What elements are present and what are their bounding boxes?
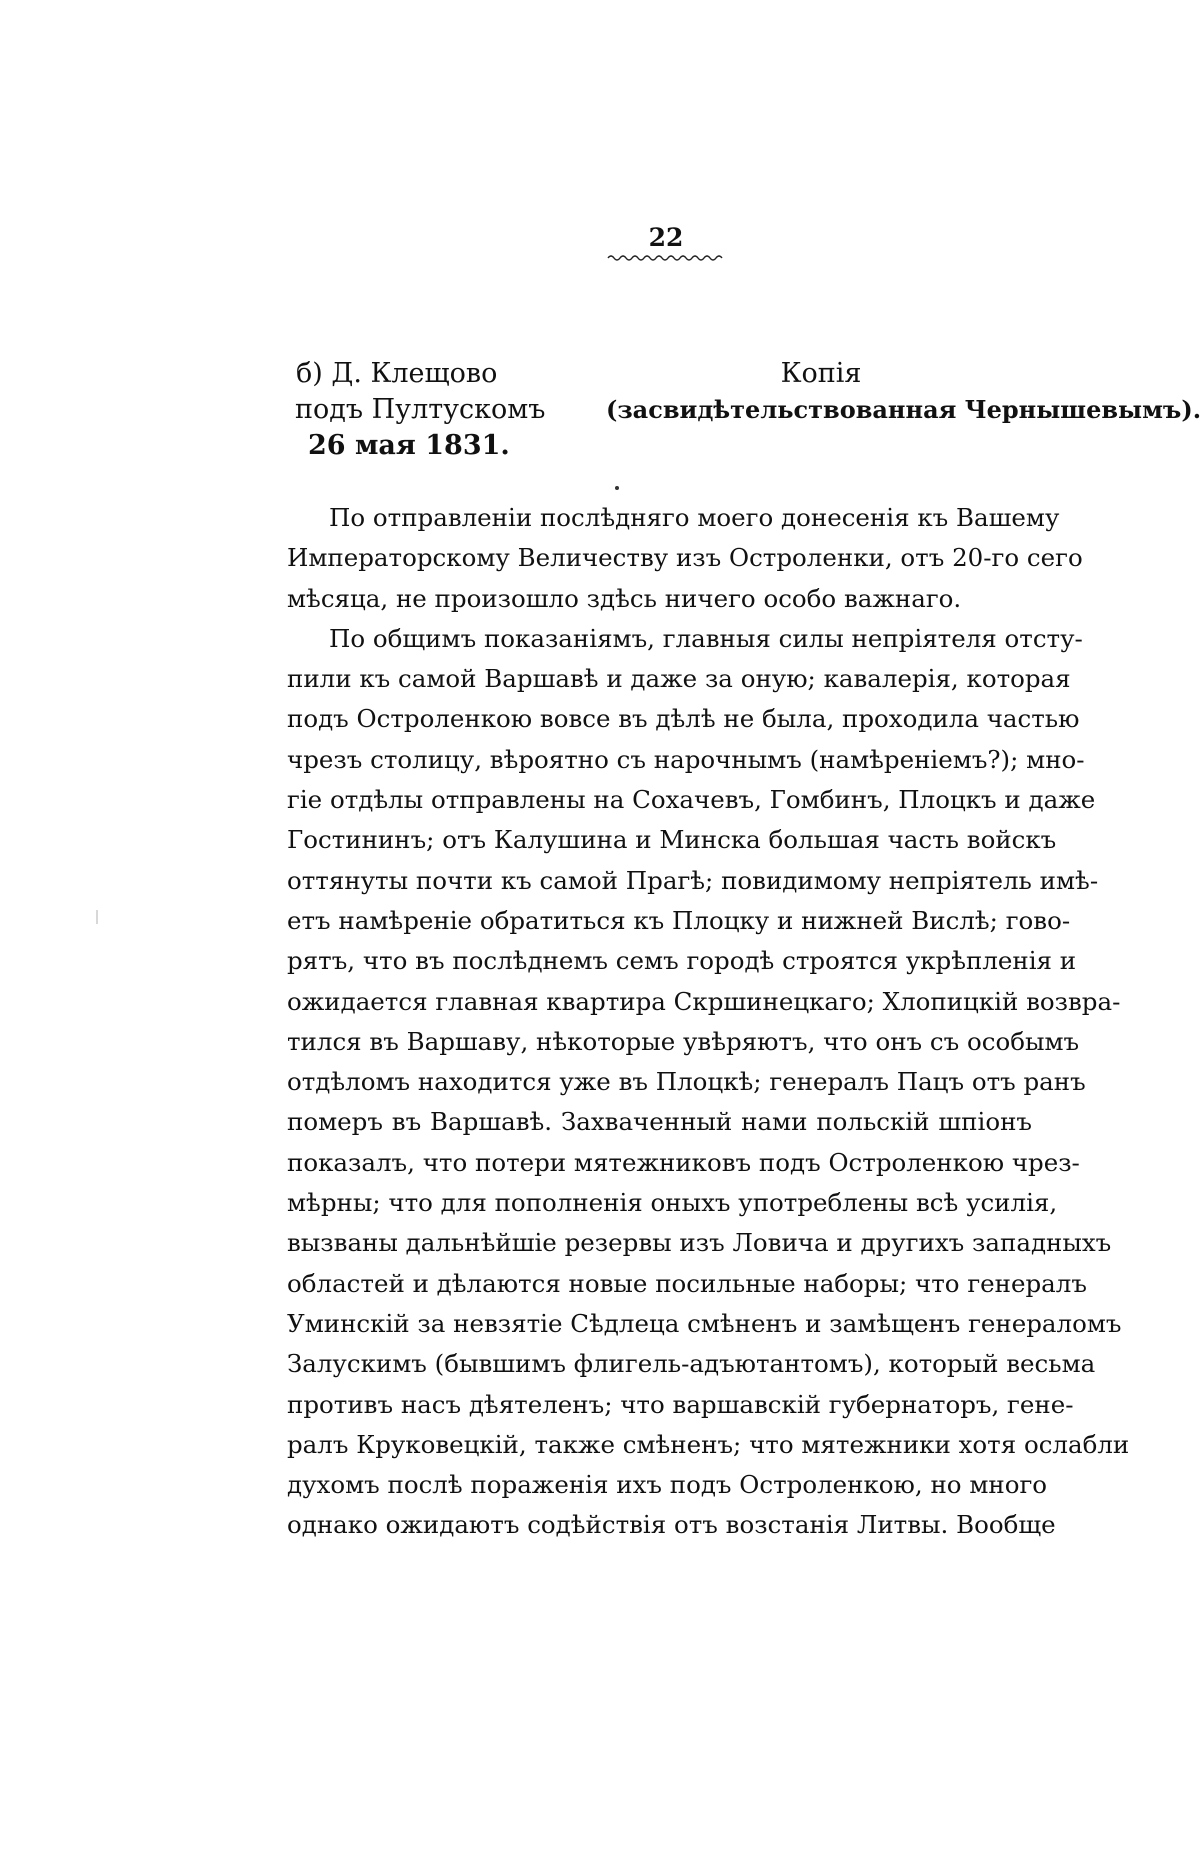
print-dot	[615, 486, 619, 490]
page-number-wavy-rule	[608, 254, 724, 262]
attestation-line: (засвидѣтельствованная Чернышевымъ).	[606, 395, 1201, 424]
text-line: ралъ Круковецкій, также смѣненъ; что мятежники хотя ослабли	[287, 1429, 1130, 1459]
text-line: гіе отдѣлы отправлены на Сохачевъ, Гомбинъ, Плоцкъ и даже	[287, 785, 1096, 815]
date-line: 26 мая 1831.	[308, 430, 510, 461]
text-line: тился въ Варшаву, нѣкоторые увѣряютъ, что онъ съ особымъ	[287, 1026, 1080, 1056]
copy-attestation-header	[606, 356, 1201, 428]
margin-speck	[96, 910, 98, 924]
place-date-header	[290, 356, 546, 464]
place-sub-line: подъ Пултускомъ	[295, 394, 546, 425]
text-line: вызваны дальнѣйшіе резервы изъ Ловича и другихъ западныхъ	[287, 1228, 1112, 1258]
text-line: духомъ послѣ пораженія ихъ подъ Остроленкою, но много	[287, 1470, 1048, 1500]
text-line: пили къ самой Варшавѣ и даже за оную; кавалерія, которая	[287, 664, 1071, 694]
letter-body	[287, 498, 1130, 1546]
text-line: етъ намѣреніе обратиться къ Плоцку и нижней Вислѣ; гово-	[287, 905, 1071, 935]
text-line: показалъ, что потери мятежниковъ подъ Остроленкою чрез-	[287, 1147, 1080, 1177]
text-line: оттянуты почти къ самой Прагѣ; повидимому непріятель имѣ-	[287, 865, 1099, 895]
text-line: Гостининъ; отъ Калушина и Минска большая часть войскъ	[287, 825, 1057, 855]
copy-label: Копія	[780, 358, 862, 389]
text-line: ожидается главная квартира Скршинецкаго; Хлопицкій возвра-	[287, 986, 1121, 1016]
text-line: померъ въ Варшавѣ. Захваченный нами польскій шпіонъ	[287, 1107, 1032, 1137]
text-line: однако ожидаютъ содѣйствія отъ возстанія Литвы. Вообще	[287, 1510, 1056, 1540]
paragraph-2	[287, 619, 1130, 1546]
text-line: Залускимъ (бывшимъ флигель-адъютантомъ), который весьма	[287, 1349, 1096, 1379]
text-line: отдѣломъ находится уже въ Плоцкѣ; генералъ Пацъ отъ ранъ	[287, 1067, 1086, 1097]
text-line: мѣрны; что для пополненія оныхъ употреблены всѣ усилія,	[287, 1188, 1058, 1218]
text-line: противъ насъ дѣятеленъ; что варшавскій губернаторъ, гене-	[287, 1389, 1074, 1419]
text-line: Уминскій за невзятіе Сѣдлеца смѣненъ и замѣщенъ генераломъ	[287, 1308, 1122, 1338]
text-line: По общимъ показаніямъ, главныя силы непріятеля отсту-	[329, 623, 1083, 653]
page-number: 22	[648, 223, 684, 252]
text-line: По отправленіи послѣдняго моего донесенія къ Вашему	[329, 503, 1060, 532]
text-line: областей и дѣлаются новые посильные наборы; что генералъ	[287, 1268, 1087, 1298]
text-line: Императорскому Величеству изъ Остроленки, отъ 20-го сего	[287, 543, 1083, 573]
place-line: б) Д. Клещово	[296, 358, 498, 389]
text-line: подъ Остроленкою вовсе въ дѣлѣ не была, проходила частью	[287, 704, 1080, 734]
text-line: мѣсяца, не произошло здѣсь ничего особо важнаго.	[287, 583, 962, 613]
text-line: чрезъ столицу, вѣроятно съ нарочнымъ (намѣреніемъ?); мно-	[287, 744, 1085, 774]
text-line: рятъ, что въ послѣднемъ семъ городѣ строятся укрѣпленія и	[287, 946, 1077, 976]
paragraph-1	[287, 498, 1083, 619]
